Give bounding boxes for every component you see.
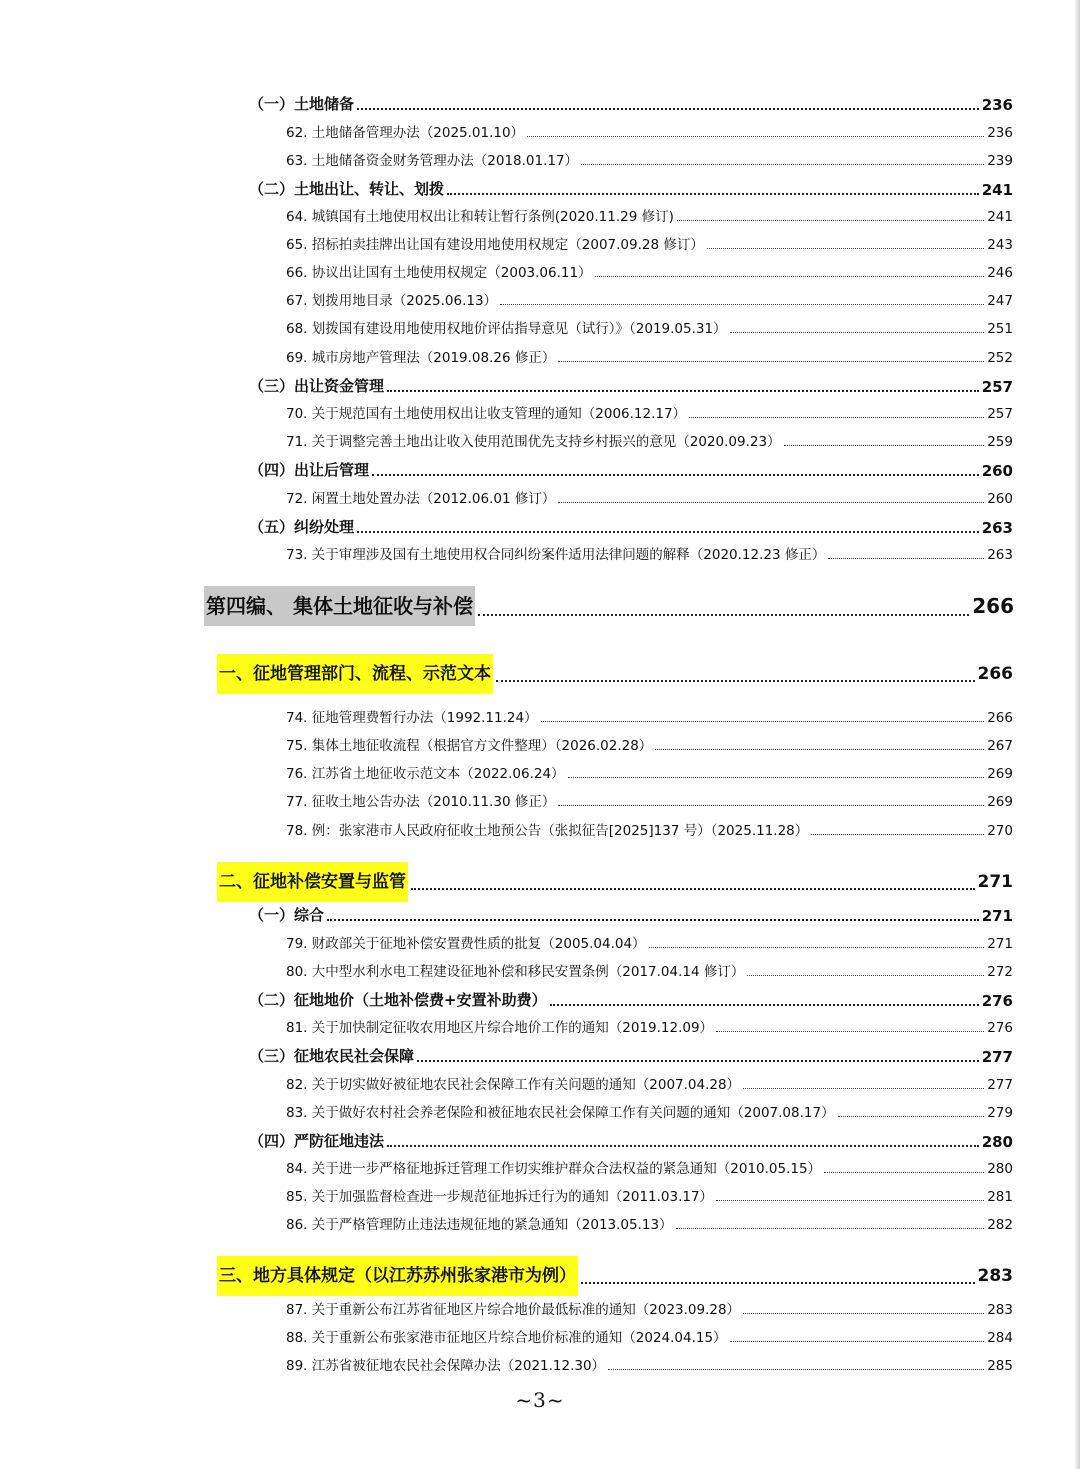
toc-page-number: 285 [987, 1358, 1013, 1374]
toc-page-number: 257 [987, 406, 1013, 422]
toc-page-number: 277 [981, 1048, 1013, 1066]
dot-leader [716, 1200, 984, 1201]
toc-item[interactable] [286, 402, 1013, 422]
toc-page-number: 272 [987, 964, 1013, 980]
toc-entry-title: 64. 城镇国有土地使用权出让和转让暂行条例(2020.11.29 修订) [286, 209, 674, 225]
toc-subsection[interactable] [249, 177, 1013, 199]
toc-entry-title: 三、地方具体规定（以江苏苏州张家港市为例） [217, 1256, 578, 1296]
dot-leader [496, 680, 975, 682]
toc-entry-title: 85. 关于加强监督检查进一步规范征地拆迁行为的通知（2011.03.17） [286, 1189, 714, 1205]
toc-page-number: 259 [987, 434, 1013, 450]
toc-page-number: 270 [987, 823, 1013, 839]
toc-page-number: 276 [987, 1020, 1013, 1036]
dot-leader [707, 248, 984, 249]
toc-subsection[interactable] [249, 92, 1013, 114]
dot-leader [730, 1341, 985, 1342]
toc-page-number: 236 [987, 125, 1013, 141]
dot-leader [500, 304, 984, 305]
toc-entry-title: 一、征地管理部门、流程、示范文本 [217, 654, 493, 694]
toc-entry-title: （三）出让资金管理 [249, 377, 385, 395]
toc-item[interactable] [286, 346, 1013, 366]
toc-page-number: 283 [987, 1302, 1013, 1318]
dot-leader [595, 276, 985, 277]
toc-page-number: 241 [987, 209, 1013, 225]
dot-leader [550, 1004, 979, 1006]
dot-leader [357, 108, 979, 110]
dot-leader [716, 1031, 984, 1032]
dot-leader [811, 834, 984, 835]
toc-entry-title: 76. 江苏省土地征收示范文本（2022.06.24） [286, 766, 565, 782]
dot-leader [558, 502, 984, 503]
toc-entry-title: 89. 江苏省被征地农民社会保障办法（2021.12.30） [286, 1358, 606, 1374]
toc-entry-title: 66. 协议出让国有土地使用权规定（2003.06.11） [286, 265, 592, 281]
toc-entry-title: 79. 财政部关于征地补偿安置费性质的批复（2005.04.04） [286, 936, 646, 952]
dot-leader [478, 614, 969, 616]
toc-page-number: 267 [987, 738, 1013, 754]
toc-subsection[interactable] [249, 374, 1013, 396]
page-number-footer: ~3~ [515, 1388, 565, 1412]
toc-page-number: 241 [981, 181, 1013, 199]
dot-leader [357, 531, 979, 533]
dot-leader [581, 1282, 975, 1284]
toc-page-number: 239 [987, 153, 1013, 169]
toc-entry-title: 62. 土地储备管理办法（2025.01.10） [286, 125, 525, 141]
toc-subsection[interactable] [249, 1044, 1013, 1066]
toc-page-number: 271 [981, 907, 1013, 925]
dot-leader [655, 749, 984, 750]
toc-entry-title: 80. 大中型水利水电工程建设征地补偿和移民安置条例（2017.04.14 修订） [286, 964, 745, 980]
dot-leader [568, 777, 985, 778]
toc-subsection[interactable] [249, 988, 1013, 1010]
toc-section-heading[interactable] [217, 862, 1013, 902]
toc-entry-title: 74. 征地管理费暂行办法（1992.11.24） [286, 710, 538, 726]
toc-page-number: 280 [987, 1161, 1013, 1177]
toc-subsection[interactable] [249, 1129, 1013, 1151]
toc-entry-title: 75. 集体土地征收流程（根据官方文件整理）（2026.02.28） [286, 738, 653, 754]
dot-leader [649, 947, 985, 948]
dot-leader [387, 1145, 979, 1147]
toc-page-number: 281 [987, 1189, 1013, 1205]
toc-item[interactable] [286, 762, 1013, 782]
toc-page-number: 277 [987, 1077, 1013, 1093]
toc-page-number: 257 [981, 378, 1013, 396]
toc-entry-title: 67. 划拨用地目录（2025.06.13） [286, 293, 498, 309]
toc-page-number: 266 [977, 664, 1013, 684]
toc-page-number: 263 [987, 547, 1013, 563]
toc-item[interactable] [286, 819, 1013, 839]
toc-item[interactable] [286, 543, 1013, 563]
toc-page-number: 251 [987, 321, 1013, 337]
toc-entry-title: （二）征地地价（土地补偿费+安置补助费） [249, 991, 547, 1009]
toc-item[interactable] [286, 149, 1013, 169]
page-edge-shadow [1074, 0, 1080, 1469]
toc-item[interactable] [286, 289, 1013, 309]
dot-leader [747, 975, 984, 976]
dot-leader [608, 1369, 984, 1370]
toc-item[interactable] [286, 1326, 1013, 1346]
dot-leader [689, 417, 984, 418]
toc-page-number: 243 [987, 237, 1013, 253]
toc-entry-title: 84. 关于进一步严格征地拆迁管理工作切实维护群众合法权益的紧急通知（2010.05.15） [286, 1161, 822, 1177]
dot-leader [581, 164, 984, 165]
toc-entry-title: 二、征地补偿安置与监管 [217, 862, 408, 902]
toc-item[interactable] [286, 487, 1013, 507]
toc-section-heading[interactable] [217, 1256, 1013, 1296]
toc-page-number: 276 [981, 992, 1013, 1010]
toc-entry-title: 88. 关于重新公布张家港市征地区片综合地价标准的通知（2024.04.15） [286, 1330, 727, 1346]
toc-entry-title: 78. 例：张家港市人民政府征收土地预公告（张拟征告[2025]137 号）（2025.11.28） [286, 823, 809, 839]
toc-item[interactable] [286, 932, 1013, 952]
toc-subsection[interactable] [249, 903, 1013, 925]
toc-entry-title: 63. 土地储备资金财务管理办法（2018.01.17） [286, 153, 579, 169]
toc-entry-title: 65. 招标拍卖挂牌出让国有建设用地使用权规定（2007.09.28 修订） [286, 237, 704, 253]
toc-entry-title: 73. 关于审理涉及国有土地使用权合同纠纷案件适用法律问题的解释（2020.12.23 修正） [286, 547, 826, 563]
toc-entry-title: 81. 关于加快制定征收农用地区片综合地价工作的通知（2019.12.09） [286, 1020, 714, 1036]
toc-item[interactable] [286, 1101, 1013, 1121]
toc-item[interactable] [286, 261, 1013, 281]
toc-item[interactable] [286, 1213, 1013, 1233]
toc-entry-title: 83. 关于做好农村社会养老保险和被征地农民社会保障工作有关问题的通知（2007.08.17） [286, 1105, 835, 1121]
toc-entry-title: 68. 划拨国有建设用地使用权地价评估指导意见（试行）》（2019.05.31） [286, 321, 727, 337]
toc-entry-title: 第四编、 集体土地征收与补偿 [204, 586, 475, 626]
dot-leader [387, 390, 979, 392]
dot-leader [743, 1313, 984, 1314]
toc-page-number: 247 [987, 293, 1013, 309]
toc-item[interactable] [286, 1354, 1013, 1374]
toc-item[interactable] [286, 1016, 1013, 1036]
toc-item[interactable] [286, 960, 1013, 980]
toc-entry-title: 77. 征收土地公告办法（2010.11.30 修正） [286, 794, 556, 810]
toc-page-number: 236 [981, 96, 1013, 114]
toc-entry-title: （一）综合 [249, 906, 325, 924]
toc-part-heading[interactable] [204, 586, 1014, 626]
toc-page-number: 266 [987, 710, 1013, 726]
dot-leader [541, 721, 985, 722]
toc-entry-title: （一）土地储备 [249, 95, 355, 113]
toc-page-number: 252 [987, 350, 1013, 366]
toc-item[interactable] [286, 1298, 1013, 1318]
dot-leader [327, 919, 979, 921]
toc-entry-title: 69. 城市房地产管理法（2019.08.26 修正） [286, 350, 556, 366]
toc-page-number: 266 [972, 594, 1014, 618]
toc-entry-title: （四）出让后管理 [249, 461, 370, 479]
toc-item[interactable] [286, 430, 1013, 450]
toc-page-number: 263 [981, 519, 1013, 537]
toc-page-number: 271 [987, 936, 1013, 952]
toc-item[interactable] [286, 121, 1013, 141]
dot-leader [784, 445, 985, 446]
toc-page-number: 282 [987, 1217, 1013, 1233]
toc-page-number: 260 [987, 491, 1013, 507]
toc-entry-title: 82. 关于切实做好被征地农民社会保障工作有关问题的通知（2007.04.28） [286, 1077, 741, 1093]
dot-leader [447, 193, 979, 195]
toc-page-number: 283 [977, 1266, 1013, 1286]
dot-leader [730, 332, 985, 333]
toc-page-number: 280 [981, 1133, 1013, 1151]
toc-entry-title: 71. 关于调整完善土地出让收入使用范围优先支持乡村振兴的意见（2020.09.23） [286, 434, 781, 450]
dot-leader [558, 361, 984, 362]
dot-leader [824, 1172, 984, 1173]
toc-subsection[interactable] [249, 458, 1013, 480]
dot-leader [838, 1116, 985, 1117]
dot-leader [828, 558, 984, 559]
dot-leader [417, 1060, 979, 1062]
toc-item[interactable] [286, 205, 1013, 225]
toc-page-number: 279 [987, 1105, 1013, 1121]
toc-item[interactable] [286, 233, 1013, 253]
dot-leader [558, 805, 984, 806]
toc-page-number: 269 [987, 794, 1013, 810]
toc-item[interactable] [286, 1157, 1013, 1177]
dot-leader [676, 1228, 985, 1229]
toc-item[interactable] [286, 790, 1013, 810]
dot-leader [411, 888, 975, 890]
toc-item[interactable] [286, 1185, 1013, 1205]
toc-item[interactable] [286, 1073, 1013, 1093]
toc-item[interactable] [286, 706, 1013, 726]
dot-leader [527, 136, 984, 137]
toc-item[interactable] [286, 734, 1013, 754]
toc-entry-title: （四）严防征地违法 [249, 1132, 385, 1150]
toc-entry-title: 87. 关于重新公布江苏省征地区片综合地价最低标准的通知（2023.09.28） [286, 1302, 741, 1318]
toc-entry-title: （二）土地出让、转让、划拨 [249, 180, 445, 198]
toc-entry-title: 86. 关于严格管理防止违法违规征地的紧急通知（2013.05.13） [286, 1217, 673, 1233]
toc-entry-title: 70. 关于规范国有土地使用权出让收支管理的通知（2006.12.17） [286, 406, 687, 422]
toc-entry-title: （三）征地农民社会保障 [249, 1047, 415, 1065]
toc-page-number: 284 [987, 1330, 1013, 1346]
toc-section-heading[interactable] [217, 654, 1013, 694]
toc-page-number: 260 [981, 462, 1013, 480]
toc-page-number: 271 [977, 872, 1013, 892]
toc-subsection[interactable] [249, 515, 1013, 537]
toc-entry-title: （五）纠纷处理 [249, 518, 355, 536]
dot-leader [677, 220, 984, 221]
toc-item[interactable] [286, 317, 1013, 337]
dot-leader [743, 1088, 984, 1089]
toc-entry-title: 72. 闲置土地处置办法（2012.06.01 修订） [286, 491, 556, 507]
toc-page-number: 269 [987, 766, 1013, 782]
toc-page-number: 246 [987, 265, 1013, 281]
dot-leader [372, 474, 979, 476]
